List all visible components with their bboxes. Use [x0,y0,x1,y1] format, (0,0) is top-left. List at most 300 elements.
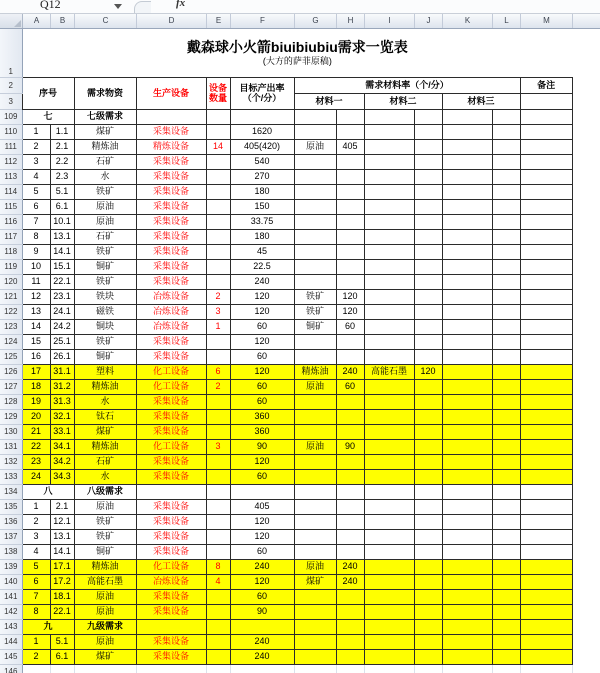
cell[interactable] [336,649,364,664]
cell[interactable] [520,169,572,184]
row-header[interactable]: 1 [0,29,22,77]
cell[interactable]: 水 [74,469,136,484]
column-header-H[interactable]: H [337,14,365,28]
cell[interactable]: 60 [230,349,294,364]
row-header[interactable]: 137 [0,529,22,544]
cell[interactable] [414,349,442,364]
name-box[interactable]: Q12 [40,0,61,11]
cell[interactable]: 3 [22,154,50,169]
cell[interactable] [364,619,414,634]
cell[interactable] [294,184,336,199]
row-header[interactable]: 2 [0,77,22,93]
cell[interactable]: 3 [206,439,230,454]
cell[interactable] [336,184,364,199]
cell[interactable] [364,169,414,184]
cell[interactable]: 60 [230,589,294,604]
cell[interactable] [520,409,572,424]
cell[interactable]: 13 [22,304,50,319]
cell[interactable]: 6.1 [50,199,74,214]
cell[interactable]: 1.1 [50,124,74,139]
cell[interactable]: 精炼油 [74,439,136,454]
cell[interactable]: 1 [22,499,50,514]
cell[interactable] [364,124,414,139]
cell[interactable] [520,544,572,559]
cell[interactable] [492,469,520,484]
cell[interactable] [442,589,492,604]
cell[interactable]: 45 [230,244,294,259]
cell[interactable]: 采集设备 [136,184,206,199]
cell[interactable]: 11 [22,274,50,289]
cell[interactable]: 270 [230,169,294,184]
cell[interactable] [520,394,572,409]
cell[interactable]: 5.1 [50,184,74,199]
cell[interactable] [414,484,442,499]
cell[interactable]: 冶炼设备 [136,319,206,334]
cell[interactable]: 6.1 [50,649,74,664]
cell[interactable] [364,559,414,574]
cell[interactable] [520,634,572,649]
row-header[interactable]: 129 [0,409,22,424]
cell[interactable] [294,214,336,229]
cell[interactable] [520,619,572,634]
cell[interactable] [294,544,336,559]
cell[interactable]: 铁矿 [74,514,136,529]
cell[interactable] [294,664,336,673]
row-header[interactable]: 130 [0,424,22,439]
cell[interactable] [364,574,414,589]
cell[interactable] [414,244,442,259]
cell[interactable] [414,514,442,529]
cell[interactable]: 采集设备 [136,394,206,409]
row-header[interactable]: 139 [0,559,22,574]
row-header[interactable]: 145 [0,649,22,664]
cell[interactable] [294,649,336,664]
cell[interactable] [442,514,492,529]
cell[interactable]: 150 [230,199,294,214]
cell[interactable] [336,544,364,559]
header-index[interactable]: 序号 [22,77,74,109]
cell[interactable]: 精炼油 [74,379,136,394]
cell[interactable] [414,409,442,424]
cell[interactable]: 33.1 [50,424,74,439]
cell[interactable] [294,349,336,364]
cell[interactable] [364,544,414,559]
cell[interactable]: 采集设备 [136,499,206,514]
cell[interactable]: 精炼油 [74,139,136,154]
cell[interactable] [442,649,492,664]
cell[interactable]: 高能石墨 [364,364,414,379]
cell[interactable] [492,319,520,334]
cell[interactable] [206,424,230,439]
row-header[interactable]: 119 [0,259,22,274]
row-header[interactable]: 124 [0,334,22,349]
cell[interactable]: 煤矿 [74,124,136,139]
cell[interactable]: 20 [22,409,50,424]
cell[interactable] [492,409,520,424]
cell[interactable]: 21 [22,424,50,439]
cell[interactable] [364,649,414,664]
cell[interactable]: 13.1 [50,529,74,544]
cell[interactable]: 煤矿 [74,424,136,439]
row-header[interactable]: 110 [0,124,22,139]
section-name-cell[interactable]: 八级需求 [74,484,136,499]
cell[interactable] [492,154,520,169]
cell[interactable] [294,409,336,424]
cell[interactable] [492,349,520,364]
cell[interactable] [442,334,492,349]
cell[interactable]: 32.1 [50,409,74,424]
cell[interactable] [336,244,364,259]
cell[interactable]: 120 [230,514,294,529]
title-cell[interactable] [22,29,572,77]
cell[interactable] [492,454,520,469]
cell[interactable] [206,409,230,424]
cell[interactable]: 19 [22,394,50,409]
cell[interactable] [492,559,520,574]
cell[interactable] [206,529,230,544]
cell[interactable]: 120 [230,334,294,349]
cell[interactable] [442,124,492,139]
cell[interactable] [492,304,520,319]
cell[interactable] [364,514,414,529]
cell[interactable] [492,574,520,589]
row-header[interactable]: 113 [0,169,22,184]
cell[interactable] [442,424,492,439]
cell[interactable]: 采集设备 [136,349,206,364]
cell[interactable]: 5.1 [50,634,74,649]
cell[interactable]: 采集设备 [136,454,206,469]
cell[interactable]: 3 [206,304,230,319]
section-label-cell[interactable]: 八 [22,484,74,499]
cell[interactable] [492,199,520,214]
cell[interactable] [442,484,492,499]
cell[interactable] [336,349,364,364]
cell[interactable]: 22.5 [230,259,294,274]
cell[interactable] [206,124,230,139]
cell[interactable]: 铜矿 [294,319,336,334]
cell[interactable]: 铁矿 [74,334,136,349]
cell[interactable]: 3 [22,529,50,544]
row-header[interactable]: 117 [0,229,22,244]
cell[interactable] [442,214,492,229]
cell[interactable] [364,304,414,319]
cell[interactable] [336,619,364,634]
cell[interactable]: 120 [336,304,364,319]
cell[interactable] [206,499,230,514]
row-header[interactable]: 122 [0,304,22,319]
cell[interactable] [336,259,364,274]
column-header-M[interactable]: M [521,14,573,28]
cell[interactable]: 120 [230,289,294,304]
cell[interactable] [364,499,414,514]
cell[interactable] [520,484,572,499]
cell[interactable] [364,634,414,649]
cell[interactable] [336,499,364,514]
cell[interactable]: 180 [230,184,294,199]
row-header[interactable]: 3 [0,93,22,109]
row-header[interactable]: 121 [0,289,22,304]
cell[interactable] [492,664,520,673]
header-device[interactable]: 生产设备 [136,77,206,109]
column-header-K[interactable]: K [443,14,493,28]
cell[interactable]: 14.1 [50,544,74,559]
cell[interactable]: 2 [206,379,230,394]
cell[interactable]: 12 [22,289,50,304]
cell[interactable]: 60 [336,319,364,334]
cell[interactable] [492,259,520,274]
cell[interactable] [364,109,414,124]
cell[interactable] [442,199,492,214]
cell[interactable] [336,409,364,424]
section-label-cell[interactable]: 九 [22,619,74,634]
cell[interactable]: 31.1 [50,364,74,379]
cell[interactable] [294,634,336,649]
cell[interactable] [520,304,572,319]
cell[interactable]: 25.1 [50,334,74,349]
cell[interactable] [492,424,520,439]
cell[interactable] [336,634,364,649]
cell[interactable] [442,349,492,364]
cell[interactable] [414,454,442,469]
cell[interactable] [336,514,364,529]
row-header[interactable]: 141 [0,589,22,604]
cell[interactable] [492,439,520,454]
cell[interactable] [206,544,230,559]
row-header[interactable]: 111 [0,139,22,154]
cell[interactable] [520,124,572,139]
cell[interactable]: 240 [230,649,294,664]
cell[interactable] [414,544,442,559]
cell[interactable] [492,634,520,649]
cell[interactable]: 26.1 [50,349,74,364]
cell[interactable]: 13.1 [50,229,74,244]
cell[interactable] [364,394,414,409]
cell[interactable] [442,154,492,169]
cell[interactable] [414,229,442,244]
column-header-F[interactable]: F [231,14,295,28]
cell[interactable]: 31.3 [50,394,74,409]
cell[interactable] [230,664,294,673]
cell[interactable] [520,514,572,529]
cell[interactable] [520,454,572,469]
cell[interactable] [414,634,442,649]
cell[interactable]: 采集设备 [136,244,206,259]
cell[interactable] [492,244,520,259]
cell[interactable]: 24 [22,469,50,484]
cell[interactable] [414,589,442,604]
cell[interactable] [364,484,414,499]
row-header[interactable]: 123 [0,319,22,334]
cell[interactable] [336,109,364,124]
cell[interactable]: 冶炼设备 [136,574,206,589]
cell[interactable]: 120 [230,529,294,544]
cell[interactable] [364,409,414,424]
cell[interactable] [442,364,492,379]
cell[interactable] [336,334,364,349]
cell[interactable] [206,259,230,274]
cell[interactable] [336,454,364,469]
column-header-J[interactable]: J [415,14,443,28]
cell[interactable] [364,334,414,349]
cell[interactable]: 22.1 [50,274,74,289]
row-header[interactable]: 143 [0,619,22,634]
cell[interactable] [364,454,414,469]
cell[interactable] [294,274,336,289]
cell[interactable] [414,559,442,574]
cell[interactable] [414,379,442,394]
row-header[interactable]: 142 [0,604,22,619]
cell[interactable]: 12.1 [50,514,74,529]
cell[interactable]: 冶炼设备 [136,289,206,304]
cell[interactable]: 原油 [74,634,136,649]
cell[interactable] [414,214,442,229]
row-header[interactable]: 112 [0,154,22,169]
cell[interactable] [294,454,336,469]
cell[interactable] [492,529,520,544]
cell[interactable]: 16 [22,349,50,364]
cell[interactable] [520,274,572,289]
cell[interactable]: 采集设备 [136,214,206,229]
cell[interactable] [364,664,414,673]
cell[interactable] [492,109,520,124]
cell[interactable]: 原油 [74,499,136,514]
cell[interactable] [442,454,492,469]
cell[interactable]: 塑料 [74,364,136,379]
cell[interactable] [520,319,572,334]
row-header[interactable]: 135 [0,499,22,514]
cell[interactable] [442,439,492,454]
cell[interactable]: 石矿 [74,154,136,169]
cell[interactable] [492,394,520,409]
cell[interactable]: 采集设备 [136,334,206,349]
cell[interactable] [492,214,520,229]
cell[interactable] [442,664,492,673]
cell[interactable] [520,529,572,544]
cell[interactable] [520,289,572,304]
cell[interactable] [136,664,206,673]
cell[interactable]: 240 [336,364,364,379]
header-note[interactable]: 备注 [520,77,572,93]
cell[interactable] [492,649,520,664]
cell[interactable] [492,334,520,349]
cell[interactable]: 铁矿 [294,304,336,319]
cell[interactable] [442,409,492,424]
cell[interactable]: 360 [230,409,294,424]
cell[interactable]: 540 [230,154,294,169]
cell[interactable] [206,664,230,673]
row-header[interactable]: 140 [0,574,22,589]
cell[interactable] [414,139,442,154]
cell[interactable]: 7 [22,589,50,604]
cell[interactable] [294,589,336,604]
cell[interactable] [294,124,336,139]
cell[interactable]: 60 [230,544,294,559]
cell[interactable] [520,349,572,364]
cell[interactable] [520,244,572,259]
cell[interactable] [206,274,230,289]
header-material[interactable]: 需求物资 [74,77,136,109]
cell[interactable]: 405(420) [230,139,294,154]
cell[interactable] [442,394,492,409]
cell[interactable] [492,379,520,394]
cell[interactable] [336,589,364,604]
cell[interactable] [336,154,364,169]
header-material-1[interactable]: 材料一 [294,93,364,109]
cell[interactable] [230,619,294,634]
cell[interactable] [442,499,492,514]
cell[interactable]: 240 [230,559,294,574]
cell[interactable] [442,169,492,184]
cell[interactable]: 采集设备 [136,169,206,184]
cell[interactable] [336,424,364,439]
cell[interactable] [442,559,492,574]
cell[interactable] [520,424,572,439]
cell[interactable] [414,289,442,304]
cell[interactable]: 34.1 [50,439,74,454]
section-name-cell[interactable]: 七级需求 [74,109,136,124]
cell[interactable] [414,439,442,454]
cell[interactable] [294,334,336,349]
cell[interactable]: 14 [206,139,230,154]
cell[interactable]: 17.1 [50,559,74,574]
cell[interactable]: 铁矿 [74,529,136,544]
cell[interactable]: 240 [336,559,364,574]
cell[interactable]: 4 [22,169,50,184]
section-name-cell[interactable]: 九级需求 [74,619,136,634]
cell[interactable] [414,274,442,289]
cell[interactable] [520,154,572,169]
cell[interactable]: 铜矿 [74,349,136,364]
cell[interactable] [364,244,414,259]
row-header[interactable]: 128 [0,394,22,409]
cell[interactable] [414,574,442,589]
cell[interactable]: 60 [230,394,294,409]
cell[interactable]: 化工设备 [136,559,206,574]
row-header[interactable]: 134 [0,484,22,499]
cell[interactable] [414,124,442,139]
cell[interactable]: 精炼设备 [136,139,206,154]
cell[interactable] [294,424,336,439]
header-device-count[interactable] [206,77,230,109]
cell[interactable] [206,334,230,349]
cell[interactable] [364,469,414,484]
row-header[interactable]: 109 [0,109,22,124]
cell[interactable] [336,604,364,619]
cell[interactable]: 120 [230,304,294,319]
cell[interactable]: 原油 [74,589,136,604]
cell[interactable] [294,394,336,409]
cell[interactable]: 石矿 [74,454,136,469]
cell[interactable]: 23 [22,454,50,469]
cell[interactable]: 铁矿 [74,184,136,199]
cell[interactable]: 采集设备 [136,424,206,439]
cell[interactable]: 240 [336,574,364,589]
cell[interactable] [206,619,230,634]
cell[interactable]: 原油 [294,559,336,574]
cell[interactable] [294,514,336,529]
cell[interactable]: 4 [206,574,230,589]
cell[interactable] [442,379,492,394]
header-material-rate[interactable]: 需求材料率（个/分） [294,77,520,93]
cell[interactable]: 7 [22,214,50,229]
cell[interactable]: 17.2 [50,574,74,589]
row-header[interactable]: 118 [0,244,22,259]
cell[interactable]: 2 [22,514,50,529]
cell[interactable] [442,139,492,154]
cell[interactable] [520,109,572,124]
cell[interactable] [206,604,230,619]
row-header[interactable]: 146 [0,664,22,673]
